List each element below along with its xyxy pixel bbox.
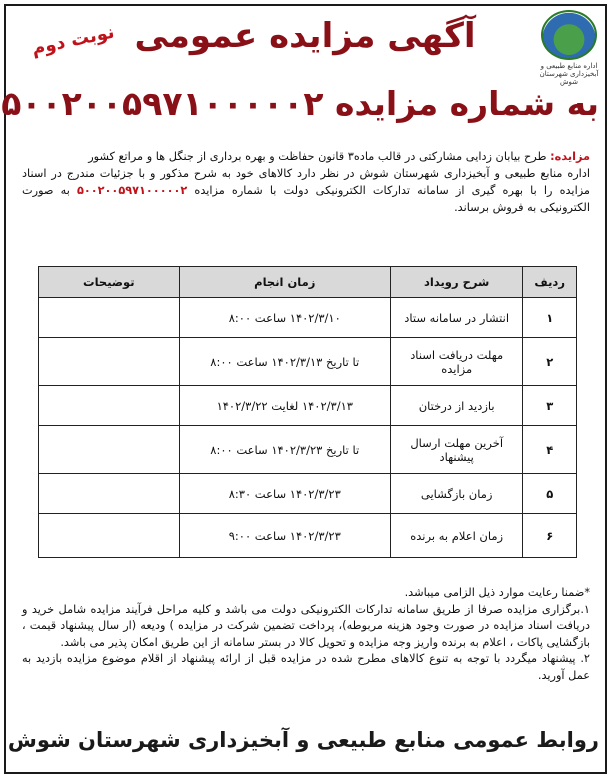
cell-note	[39, 426, 180, 474]
notice-title: آگهی مزایده عمومی	[134, 16, 476, 56]
second-round-stamp: نوبت دوم	[29, 21, 117, 60]
intro-tail: به صورت الکترونیکی به فروش برساند.	[22, 184, 590, 214]
cell-radif: ۴	[523, 426, 577, 474]
notes-item-1: ۱.برگزاری مزایده صرفا از طریق سامانه تدارکات الکترونیکی دولت می باشد و کلیه مراحل فرآیند مزایده شامل خرید و دریافت اسناد مزایده در صورت وجود هزینه مربوطه)، پرداخت تضمین شرکت در مزایده ) ودیعه (ار سال پیشنهاد قیمت ، بازگشایی پاکات ، اعلام به برنده واریز وجه مزایده و تحویل کالا در بستر سامانه از این طریق امکان پذیر می باشد.	[22, 602, 590, 649]
cell-note	[39, 298, 180, 338]
cell-note	[39, 514, 180, 558]
footer-signature: روابط عمومی منابع طبیعی و آبخیزداری شهرستان شوش	[7, 728, 599, 752]
cell-desc: انتشار در سامانه ستاد	[390, 298, 522, 338]
auction-number: به شماره مزایده ۵۰۰۲۰۰۵۹۷۱۰۰۰۰۰۲	[1, 84, 599, 123]
cell-time: ۱۴۰۲/۳/۲۳ ساعت ۸:۳۰	[179, 474, 390, 514]
cell-radif: ۶	[523, 514, 577, 558]
cell-note	[39, 338, 180, 386]
header-note: توضیحات	[39, 267, 180, 298]
table-row	[39, 298, 577, 338]
table-row	[39, 426, 577, 474]
header-time: زمان انجام	[179, 267, 390, 298]
logo-caption: اداره منابع طبیعی و آبخیزداری شهرستان شوش	[539, 62, 599, 86]
cell-radif: ۳	[523, 386, 577, 426]
intro-number: ۵۰۰۲۰۰۵۹۷۱۰۰۰۰۰۲	[76, 184, 188, 197]
intro-lead-text: طرح بیابان زدایی مشارکتی در قالب ماده۳ قانون حفاظت و بهره برداری از جنگل ها و مراتع کشور	[88, 150, 551, 163]
cell-desc: بازدید از درختان	[390, 386, 522, 426]
header-desc: شرح رویداد	[390, 267, 522, 298]
cell-radif: ۲	[523, 338, 577, 386]
events-table	[38, 266, 577, 558]
table-row	[39, 338, 577, 386]
table-row	[39, 386, 577, 426]
cell-time: تا تاریخ ۱۴۰۲/۳/۲۳ ساعت ۸:۰۰	[179, 426, 390, 474]
header-radif: ردیف	[523, 267, 577, 298]
cell-radif: ۱	[523, 298, 577, 338]
table-row	[39, 514, 577, 558]
cell-time: تا تاریخ ۱۴۰۲/۳/۱۳ ساعت ۸:۰۰	[179, 338, 390, 386]
cell-desc: آخرین مهلت ارسال پیشنهاد	[390, 426, 522, 474]
notes-section	[22, 585, 590, 684]
cell-note	[39, 474, 180, 514]
organization-logo	[537, 10, 601, 88]
intro-body: اداره منابع طبیعی و آبخیزداری شهرستان شوش در نظر دارد کالاهای خود به شرح مذکور و با جزئیات مندرج در اسناد مزایده را با بهره گیری از سامانه تدارکات الکترونیکی دولت با شماره مزایده	[22, 167, 590, 197]
emblem-icon	[541, 10, 597, 60]
notes-item-2: ۲. پیشنهاد میگردد با توجه به تنوع کالاهای مطرح شده در مزایده قبل از ارائه پیشنهاد از اقلام موضوع مزایده بازدید به عمل آورید.	[22, 652, 590, 682]
notes-heading: *ضمنا رعایت موارد ذیل الزامی میباشد.	[404, 586, 590, 599]
intro-lead: مزایده:	[550, 150, 590, 163]
cell-radif: ۵	[523, 474, 577, 514]
cell-time: ۱۴۰۲/۳/۲۳ ساعت ۹:۰۰	[179, 514, 390, 558]
table-row	[39, 474, 577, 514]
cell-time: ۱۴۰۲/۳/۱۰ ساعت ۸:۰۰	[179, 298, 390, 338]
cell-time: ۱۴۰۲/۳/۱۳ لغایت ۱۴۰۲/۳/۲۲	[179, 386, 390, 426]
table-header-row	[39, 267, 577, 298]
cell-note	[39, 386, 180, 426]
cell-desc: مهلت دریافت اسناد مزایده	[390, 338, 522, 386]
cell-desc: زمان بازگشایی	[390, 474, 522, 514]
cell-desc: زمان اعلام به برنده	[390, 514, 522, 558]
intro-paragraph	[22, 148, 590, 216]
